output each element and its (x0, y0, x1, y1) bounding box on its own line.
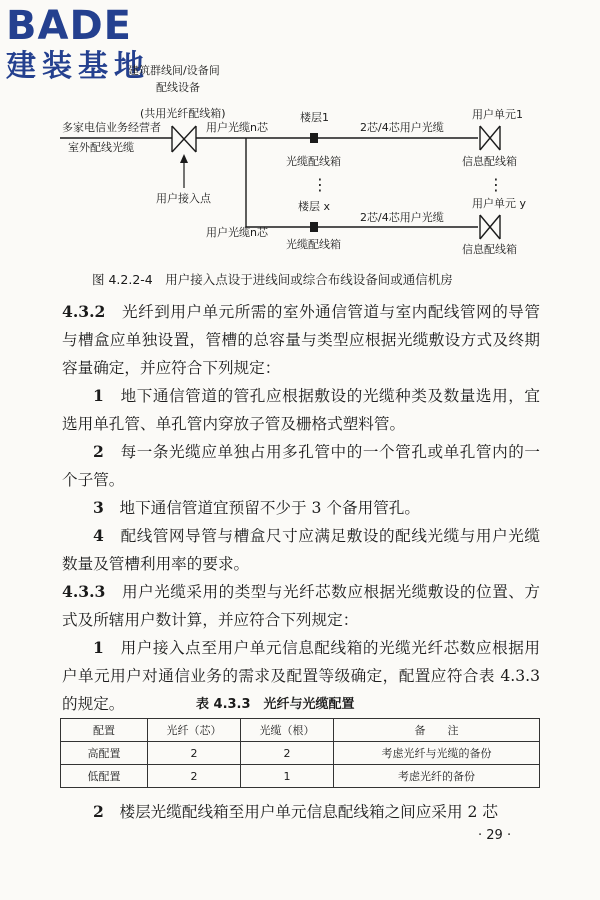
clause-text: 光纤到用户单元所需的室外通信管道与室内配线管网的导管与槽盒应单独设置，管槽的总容量与类型应根据光缆敷设方式及终期容量确定，并应符合下列规定： (62, 303, 540, 377)
floor1-label: 楼层1 (300, 111, 329, 124)
clause-4-3-2 (62, 298, 540, 382)
floor-dots: ⋮ (312, 175, 328, 194)
unity-info-label: 信息配线箱 (462, 243, 517, 256)
logo-brand: BADE (6, 3, 132, 49)
fiber-n-lower-label: 用户光缆n芯 (206, 226, 268, 239)
unity-label: 用户单元 y (472, 197, 527, 210)
fiber-config-table (60, 718, 540, 788)
item-text: 地下通信管道的管孔应根据敷设的光缆种类及数量选用，宜选用单孔管、单孔管内穿放子管及栅格式塑料管。 (62, 387, 540, 433)
table-cell: 低配置 (61, 765, 148, 788)
clause-4-3-3 (62, 578, 540, 634)
diagram-shared-box-label: (共用光纤配线箱) (140, 107, 226, 120)
list-item (62, 438, 540, 494)
table-row (61, 765, 540, 788)
list-item (62, 494, 540, 522)
floor1-box-label: 光缆配线箱 (286, 155, 341, 168)
access-point-box (172, 126, 196, 152)
table-header: 光纤（芯） (148, 719, 241, 742)
body-text (62, 298, 540, 718)
clause-number: 4.3.2 (62, 302, 106, 321)
floor1-box (310, 133, 318, 143)
fiber-access-diagram (0, 0, 600, 265)
unit-dots: ⋮ (488, 175, 504, 194)
diagram-outdoor-cable-label: 室外配线光缆 (68, 141, 134, 154)
clause-text: 用户光缆采用的类型与光纤芯数应根据光缆敷设的位置、方式及所辖用户数计算，并应符合下列规定： (62, 583, 540, 629)
diagram-top-label-2: 配线设备 (156, 81, 200, 94)
item-number: 2 (93, 802, 104, 821)
item-text: 配线管网导管与槽盒尺寸应满足敷设的配线光缆与用户光缆数量及管槽利用率的要求。 (62, 527, 540, 573)
access-point-label: 用户接入点 (156, 192, 211, 205)
item-number: 4 (93, 526, 104, 545)
item-text: 每一条光缆应单独占用多孔管中的一个管孔或单孔管内的一个子管。 (62, 443, 540, 489)
diagram-operator-label: 多家电信业务经营者 (62, 121, 161, 134)
table-cell: 高配置 (61, 742, 148, 765)
floorx-box-label: 光缆配线箱 (286, 238, 341, 251)
item-number: 1 (93, 386, 104, 405)
table-cell: 考虑光纤与光缆的备份 (334, 742, 540, 765)
page-number: · 29 · (478, 828, 512, 843)
table-header: 配置 (61, 719, 148, 742)
cable-label-lower: 2芯/4芯用户光缆 (360, 211, 444, 224)
table-cell: 2 (148, 765, 241, 788)
figure-caption: 图 4.2.2-4 用户接入点设于进线间或综合布线设备间或通信机房 (92, 272, 453, 287)
logo-subtitle: 建装基地 (6, 49, 150, 84)
list-item (62, 382, 540, 438)
item-text: 楼层光缆配线箱至用户单元信息配线箱之间应采用 2 芯 (119, 803, 498, 821)
clause-number: 4.3.3 (62, 582, 106, 601)
access-point-arrow (180, 154, 188, 188)
table-cell: 考虑光纤的备份 (334, 765, 540, 788)
unit1-info-box (480, 126, 500, 150)
floorx-label: 楼层 x (298, 200, 331, 213)
table-header: 光缆（根） (241, 719, 334, 742)
diagram-top-label-1: 建筑群线间/设备间 (128, 64, 220, 77)
table-title: 表 4.3.3 光纤与光缆配置 (196, 697, 355, 712)
item-number: 2 (93, 442, 104, 461)
list-item (62, 522, 540, 578)
table-header: 备 注 (334, 719, 540, 742)
table-header-row (61, 719, 540, 742)
floorx-box (310, 222, 318, 232)
item-text: 用户接入点至用户单元信息配线箱的光缆光纤芯数应根据用户单元用户对通信业务的需求及配置等级确定，配置应符合表 4.3.3 的规定。 (62, 639, 540, 713)
unity-info-box (480, 215, 500, 239)
item-number: 1 (93, 638, 104, 657)
table-row (61, 742, 540, 765)
unit1-label: 用户单元1 (472, 108, 523, 121)
list-item (62, 798, 540, 826)
table-cell: 2 (241, 742, 334, 765)
item-text: 地下通信管道宜预留不少于 3 个备用管孔。 (119, 499, 420, 517)
table-cell: 2 (148, 742, 241, 765)
unit1-info-label: 信息配线箱 (462, 155, 517, 168)
table-cell: 1 (241, 765, 334, 788)
cable-label-upper: 2芯/4芯用户光缆 (360, 121, 444, 134)
item-number: 3 (93, 498, 104, 517)
fiber-n-upper-label: 用户光缆n芯 (206, 121, 268, 134)
